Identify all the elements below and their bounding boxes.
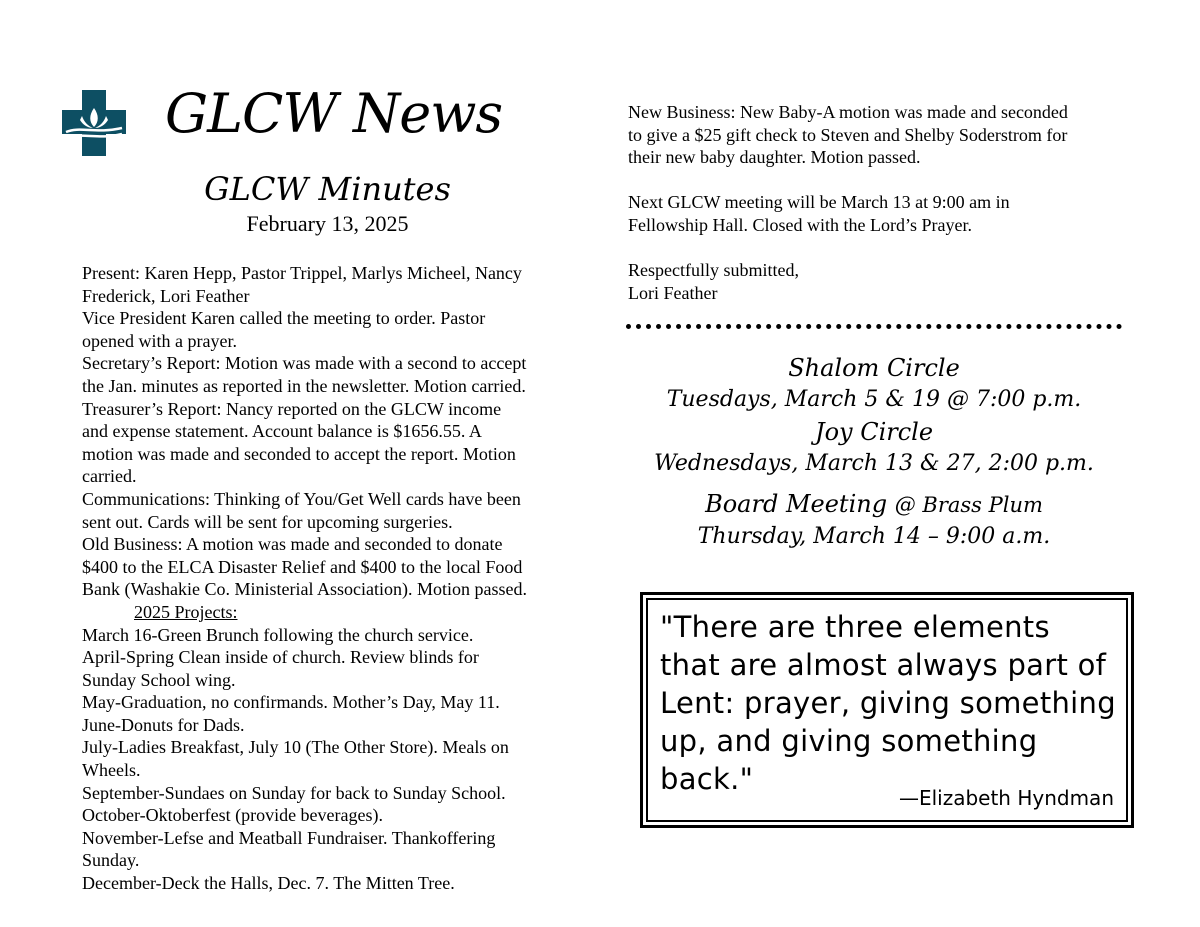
- minutes-line: Bank (Washakie Co. Ministerial Association). Motion passed.: [82, 579, 527, 600]
- minutes-line: sent out. Cards will be sent for upcoming surgeries.: [82, 511, 453, 532]
- board-meeting-place: @ Brass Plum: [894, 493, 1043, 517]
- project-line: July-Ladies Breakfast, July 10 (The Other Store). Meals on: [82, 737, 509, 758]
- new-business-line: New Business: New Baby-A motion was made and seconded: [628, 102, 1068, 122]
- quote-line: "There are three elements: [660, 610, 1050, 644]
- minutes-title: GLCW Minutes: [204, 170, 451, 208]
- next-meeting-line: Next GLCW meeting will be March 13 at 9:00 am in: [628, 192, 1010, 213]
- project-line: April-Spring Clean inside of church. Review blinds for: [82, 647, 479, 668]
- project-line: May-Graduation, no confirmands. Mother’s Day, May 11.: [82, 692, 500, 713]
- quote-line: up, and giving something: [660, 724, 1038, 758]
- minutes-line: carried.: [82, 466, 137, 487]
- minutes-line: motion was made and seconded to accept the report. Motion: [82, 443, 516, 464]
- projects-heading: 2025 Projects:: [134, 601, 238, 622]
- project-line: September-Sundaes on Sunday for back to Sunday School.: [82, 782, 506, 803]
- minutes-line: Old Business: A motion was made and seconded to donate: [82, 534, 503, 555]
- minutes-line: the Jan. minutes as reported in the newsletter. Motion carried.: [82, 375, 526, 396]
- quote-line: Lent: prayer, giving something: [660, 686, 1116, 720]
- project-line: March 16-Green Brunch following the church service.: [82, 624, 474, 645]
- project-line: October-Oktoberfest (provide beverages).: [82, 805, 384, 826]
- shalom-circle-schedule: Tuesdays, March 5 & 19 @ 7:00 p.m.: [666, 387, 1082, 412]
- newsletter-masthead: GLCW News: [165, 82, 503, 145]
- project-line: Wheels.: [82, 760, 141, 781]
- column2-text: [628, 101, 1128, 304]
- joy-circle-schedule: Wednesdays, March 13 & 27, 2:00 p.m.: [654, 451, 1094, 476]
- quote-author: —Elizabeth Hyndman: [898, 786, 1114, 810]
- new-business-line: their new baby daughter. Motion passed.: [628, 147, 921, 168]
- board-meeting-schedule: Thursday, March 14 – 9:00 a.m.: [697, 524, 1051, 549]
- shalom-circle-title: Shalom Circle: [788, 354, 960, 382]
- joy-circle-title: Joy Circle: [814, 418, 934, 446]
- quote-text: [660, 608, 1116, 798]
- quote-inner-frame: [646, 598, 1128, 822]
- minutes-line: Frederick, Lori Feather: [82, 285, 250, 306]
- quote-line: back.": [660, 762, 754, 796]
- signoff-line: Respectfully submitted,: [628, 260, 799, 281]
- church-logo: [62, 90, 126, 156]
- project-line: Sunday.: [82, 850, 140, 871]
- minutes-line: Vice President Karen called the meeting to order. Pastor: [82, 308, 486, 329]
- dotted-divider: [626, 324, 1122, 329]
- minutes-line: opened with a prayer.: [82, 330, 237, 351]
- project-line: Sunday School wing.: [82, 669, 236, 690]
- minutes-line: Secretary’s Report: Motion was made with a second to accept: [82, 353, 527, 374]
- minutes-date: February 13, 2025: [246, 211, 409, 236]
- quote-box: [640, 592, 1134, 828]
- board-meeting-heading: [626, 488, 1122, 521]
- board-meeting-title: Board Meeting: [705, 490, 888, 518]
- minutes-line: Communications: Thinking of You/Get Well cards have been: [82, 488, 521, 509]
- project-line: December-Deck the Halls, Dec. 7. The Mitten Tree.: [82, 873, 455, 894]
- minutes-line: Present: Karen Hepp, Pastor Trippel, Marlys Micheel, Nancy: [82, 263, 522, 283]
- project-line: November-Lefse and Meatball Fundraiser. Thankoffering: [82, 827, 496, 848]
- minutes-line: $400 to the ELCA Disaster Relief and $400 to the local Food: [82, 556, 523, 577]
- minutes-body: [82, 262, 582, 895]
- cross-with-flame-icon: [62, 90, 126, 156]
- minutes-line: and expense statement. Account balance is $1656.55. A: [82, 421, 482, 442]
- new-business-line: to give a $25 gift check to Steven and Shelby Soderstrom for: [628, 124, 1068, 145]
- project-line: June-Donuts for Dads.: [82, 714, 245, 735]
- next-meeting-line: Fellowship Hall. Closed with the Lord’s Prayer.: [628, 214, 972, 235]
- quote-line: that are almost always part of: [660, 648, 1107, 682]
- minutes-line: Treasurer’s Report: Nancy reported on the GLCW income: [82, 398, 502, 419]
- signoff-line: Lori Feather: [628, 282, 718, 303]
- events-section: [626, 352, 1122, 553]
